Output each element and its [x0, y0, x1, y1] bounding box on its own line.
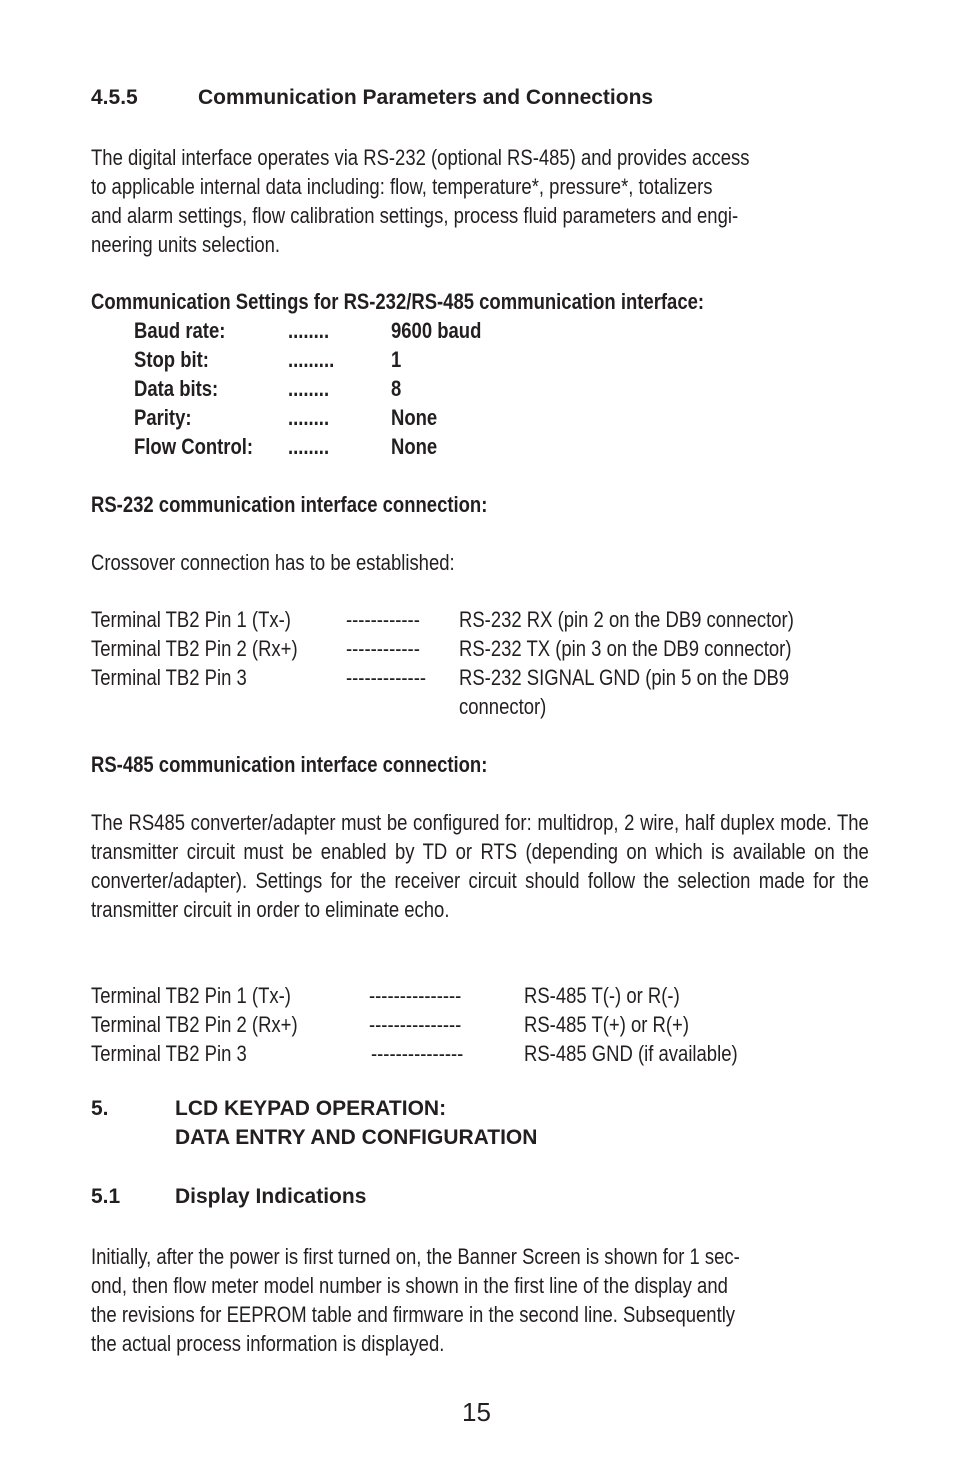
section-title-5-line2: DATA ENTRY AND CONFIGURATION: [175, 1126, 538, 1149]
rs485-desc-1: RS-485 T(-) or R(-): [524, 983, 680, 1008]
setting-dots-stop: .........: [288, 347, 335, 372]
rs232-dashes-3: -------------: [346, 665, 427, 690]
section-number-455: 4.5.5: [91, 86, 138, 109]
rs232-desc-3-cont: connector): [459, 694, 547, 719]
rs485-dashes-3: ---------------: [371, 1041, 464, 1066]
rs485-terminal-1: Terminal TB2 Pin 1 (Tx-): [91, 983, 291, 1008]
section-title-5-line1: LCD KEYPAD OPERATION:: [175, 1097, 447, 1120]
section-title-51: Display Indications: [175, 1185, 367, 1208]
display-para-line-1: Initially, after the power is first turned on, the Banner Screen is shown for 1 sec-: [91, 1244, 740, 1269]
intro-line-3: and alarm settings, flow calibration settings, process fluid parameters and engi-: [91, 203, 739, 228]
rs485-terminal-3: Terminal TB2 Pin 3: [91, 1041, 247, 1066]
rs485-desc-2: RS-485 T(+) or R(+): [524, 1012, 689, 1037]
rs485-heading: RS-485 communication interface connection:: [91, 752, 488, 777]
setting-label-parity: Parity:: [134, 405, 192, 430]
section-number-51: 5.1: [91, 1185, 121, 1208]
rs232-terminal-2: Terminal TB2 Pin 2 (Rx+): [91, 636, 298, 661]
intro-line-1: The digital interface operates via RS-232 (optional RS-485) and provides access: [91, 145, 750, 170]
rs232-desc-2: RS-232 TX (pin 3 on the DB9 connector): [459, 636, 792, 661]
display-para-line-4: the actual process information is displayed.: [91, 1331, 445, 1356]
setting-label-baud: Baud rate:: [134, 318, 226, 343]
setting-value-flow: None: [391, 434, 438, 459]
intro-line-2: to applicable internal data including: flow, temperature*, pressure*, totalizers: [91, 174, 713, 199]
setting-dots-baud: ........: [288, 318, 330, 343]
rs232-dashes-2: ------------: [346, 636, 420, 661]
comm-settings-heading: Communication Settings for RS-232/RS-485 communication interface:: [91, 289, 705, 314]
setting-dots-parity: ........: [288, 405, 330, 430]
setting-label-data: Data bits:: [134, 376, 219, 401]
rs232-terminal-3: Terminal TB2 Pin 3: [91, 665, 247, 690]
setting-value-parity: None: [391, 405, 438, 430]
page-number: 15: [462, 1397, 491, 1427]
rs232-intro: Crossover connection has to be established:: [91, 550, 455, 575]
rs232-dashes-1: ------------: [346, 607, 420, 632]
section-title-455: Communication Parameters and Connections: [198, 86, 654, 109]
rs485-desc-3: RS-485 GND (if available): [524, 1041, 738, 1066]
intro-line-4: neering units selection.: [91, 232, 281, 257]
rs232-desc-1: RS-232 RX (pin 2 on the DB9 connector): [459, 607, 794, 632]
display-para-line-3: the revisions for EEPROM table and firmware in the second line. Subsequently: [91, 1302, 736, 1327]
display-para-line-2: ond, then flow meter model number is shown in the first line of the display and: [91, 1273, 728, 1298]
setting-dots-flow: ........: [288, 434, 330, 459]
rs485-terminal-2: Terminal TB2 Pin 2 (Rx+): [91, 1012, 298, 1037]
rs232-terminal-1: Terminal TB2 Pin 1 (Tx-): [91, 607, 291, 632]
rs232-heading: RS-232 communication interface connection:: [91, 492, 488, 517]
rs485-dashes-1: ---------------: [369, 983, 462, 1008]
setting-value-data: 8: [391, 376, 402, 401]
rs485-paragraph: The RS485 converter/adapter must be configured for: multidrop, 2 wire, half duplex mode. The transmitter circuit must be enabled by TD or RTS (depending on which is available on the converter/adapter). Settings for the receiver circuit should follow the selection made for the transmitter circuit in order to eliminate echo.: [91, 810, 869, 922]
setting-label-stop: Stop bit:: [134, 347, 209, 372]
rs232-desc-3: RS-232 SIGNAL GND (pin 5 on the DB9: [459, 665, 790, 690]
section-number-5: 5.: [91, 1097, 109, 1120]
setting-label-flow: Flow Control:: [134, 434, 254, 459]
setting-value-stop: 1: [391, 347, 402, 372]
setting-dots-data: ........: [288, 376, 330, 401]
setting-value-baud: 9600 baud: [391, 318, 482, 343]
rs485-dashes-2: ---------------: [369, 1012, 462, 1037]
